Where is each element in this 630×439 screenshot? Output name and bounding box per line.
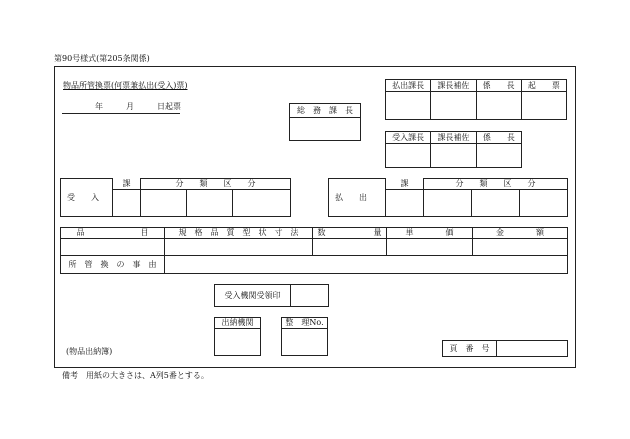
date-line bbox=[62, 113, 180, 114]
items-header-item: 品 目 bbox=[61, 228, 165, 239]
dispatch-bunrui-cell-1 bbox=[424, 190, 472, 217]
reason-label: 所 管 換 の 事 由 bbox=[61, 256, 165, 274]
receive-head-2: 課長補佐 bbox=[431, 132, 476, 144]
receive-bunrui-cell-3 bbox=[233, 190, 291, 217]
reference-no-cell bbox=[282, 329, 328, 356]
receiving-office-seal-box bbox=[214, 284, 329, 307]
dispatch-seal-2 bbox=[431, 92, 476, 120]
dispatch-seal-4 bbox=[521, 92, 566, 120]
receive-section-table bbox=[60, 178, 291, 217]
dispatch-label: 払 出 bbox=[329, 179, 386, 217]
dispatch-office-box bbox=[214, 317, 261, 356]
items-header-spec: 規 格 品 質 型 状 寸 法 bbox=[165, 228, 313, 239]
date-year: 年 bbox=[95, 102, 103, 111]
dispatch-ka-label: 課 bbox=[386, 179, 424, 190]
items-cell-quantity bbox=[313, 239, 387, 256]
dispatch-head-1: 払出課長 bbox=[386, 80, 431, 92]
dispatch-head-3: 係 長 bbox=[476, 80, 521, 92]
reference-no-label: 整 理No. bbox=[282, 318, 328, 329]
dispatch-ka-cell bbox=[386, 190, 424, 217]
receive-bunrui-label: 分 類 区 分 bbox=[141, 179, 291, 190]
items-header-unit-price: 単 価 bbox=[387, 228, 473, 239]
page-number-box bbox=[442, 340, 568, 357]
receive-head-3: 係 長 bbox=[476, 132, 521, 144]
items-cell-item bbox=[61, 239, 165, 256]
dispatch-section-table bbox=[328, 178, 568, 217]
receive-seal-1 bbox=[386, 144, 431, 168]
reason-cell bbox=[165, 256, 568, 274]
dispatch-head-2: 課長補佐 bbox=[431, 80, 476, 92]
date-month: 月 bbox=[126, 102, 134, 111]
dispatch-office-label: 出納機関 bbox=[215, 318, 261, 329]
date-day: 日起票 bbox=[157, 102, 181, 111]
receive-bunrui-cell-1 bbox=[141, 190, 187, 217]
form-title: 物品所管換票(何票兼払出(受入)票) bbox=[63, 81, 188, 90]
dispatch-bunrui-label: 分 類 区 分 bbox=[424, 179, 568, 190]
receive-ka-label: 課 bbox=[113, 179, 141, 190]
general-affairs-seal-cell bbox=[290, 118, 361, 141]
items-header-quantity: 数 量 bbox=[313, 228, 387, 239]
items-table bbox=[60, 227, 568, 274]
items-cell-unit-price bbox=[387, 239, 473, 256]
receive-head-1: 受入課長 bbox=[386, 132, 431, 144]
page-number-label: 頁 番 号 bbox=[443, 341, 497, 357]
items-header-amount: 金 額 bbox=[473, 228, 568, 239]
page-number-cell bbox=[497, 341, 568, 357]
general-affairs-label: 総 務 課 長 bbox=[290, 104, 361, 118]
dispatch-bunrui-cell-3 bbox=[520, 190, 568, 217]
dispatch-approval-table bbox=[385, 79, 567, 120]
dispatch-head-4: 起 票 bbox=[521, 80, 566, 92]
dispatch-office-cell bbox=[215, 329, 261, 356]
form-number: 第90号様式(第205条関係) bbox=[54, 54, 150, 63]
note: 備考 用紙の大きさは、A列5番とする。 bbox=[62, 371, 209, 380]
receiving-office-seal-label: 受入機関受領印 bbox=[215, 285, 291, 307]
receive-bunrui-cell-2 bbox=[187, 190, 233, 217]
receive-seal-2 bbox=[431, 144, 476, 168]
receiving-office-seal-cell bbox=[291, 285, 329, 307]
general-affairs-box bbox=[289, 103, 361, 141]
receive-label: 受 入 bbox=[61, 179, 113, 217]
dispatch-seal-1 bbox=[386, 92, 431, 120]
book-label: (物品出納簿) bbox=[66, 347, 113, 356]
receive-ka-cell bbox=[113, 190, 141, 217]
items-cell-spec bbox=[165, 239, 313, 256]
dispatch-seal-3 bbox=[476, 92, 521, 120]
reference-no-box bbox=[281, 317, 328, 356]
items-cell-amount bbox=[473, 239, 568, 256]
dispatch-bunrui-cell-2 bbox=[472, 190, 520, 217]
receive-approval-table bbox=[385, 131, 522, 168]
receive-seal-3 bbox=[476, 144, 521, 168]
